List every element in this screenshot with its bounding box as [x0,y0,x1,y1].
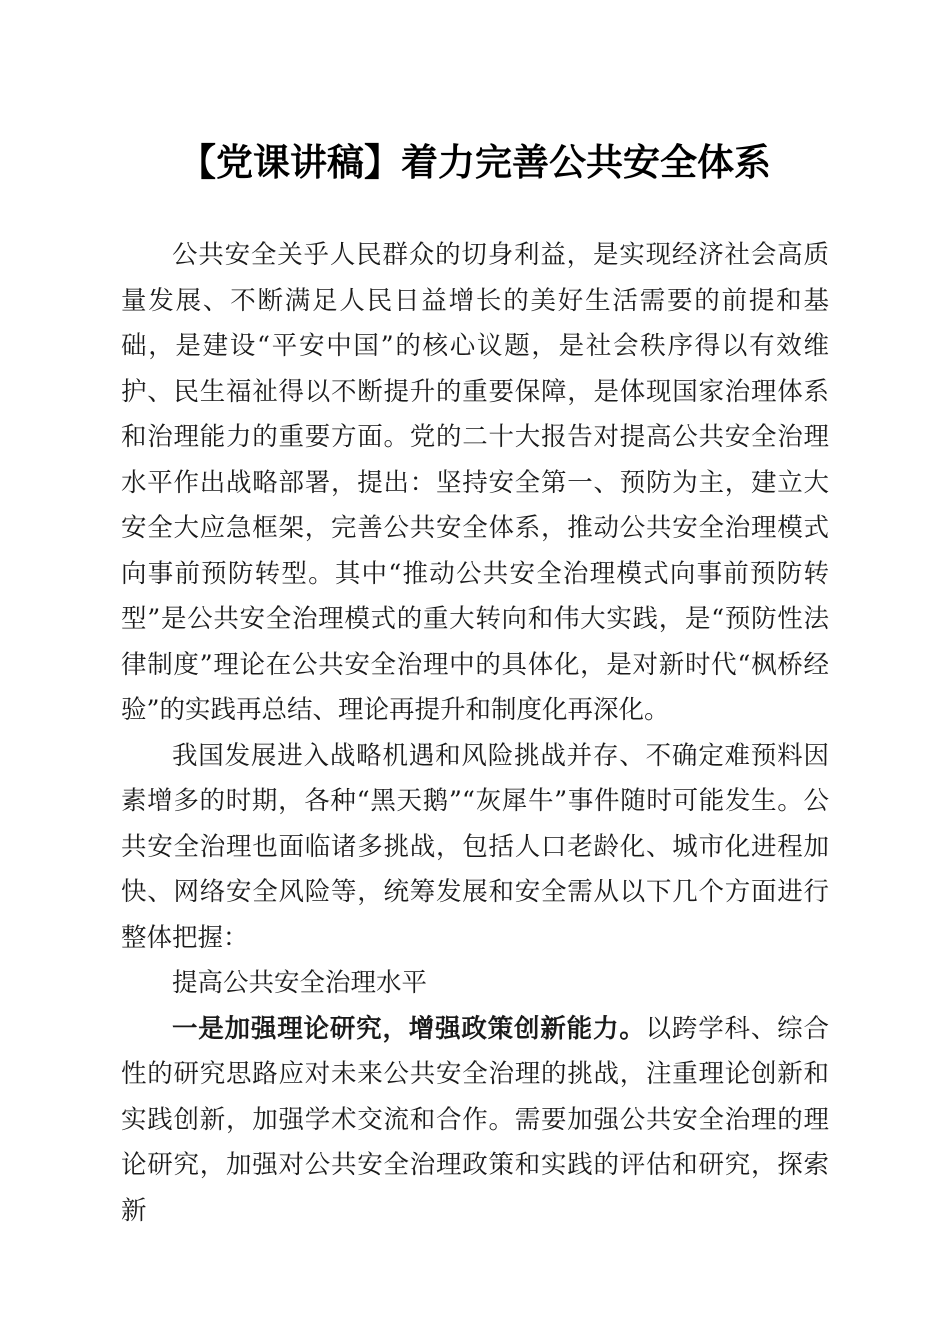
document-body [121,233,829,1234]
paragraph-intro: 公共安全关乎人民群众的切身利益，是实现经济社会高质量发展、不断满足人民日益增长的美好生活需要的前提和基础，是建设“平安中国”的核心议题，是社会秩序得以有效维护、民生福祉得以不断提升的重要保障，是体现国家治理体系和治理能力的重要方面。党的二十大报告对提高公共安全治理水平作出战略部署，提出：坚持安全第一、预防为主，建立大安全大应急框架，完善公共安全体系，推动公共安全治理模式向事前预防转型。其中“推动公共安全治理模式向事前预防转型”是公共安全治理模式的重大转向和伟大实践，是“预防性法律制度”理论在公共安全治理中的具体化，是对新时代“枫桥经验”的实践再总结、理论再提升和制度化再深化。 [121,240,829,725]
point-one-text: 以跨学科、综合性的研究思路应对未来公共安全治理的挑战，注重理论创新和实践创新，加强学术交流和合作。需要加强公共安全治理的理论研究，加强对公共安全治理政策和实践的评估和研究，探索新 [121,1013,829,1226]
section-heading: 提高公共安全治理水平 [172,968,428,998]
point-one-lead: 一是加强理论研究，增强政策创新能力。 [172,1013,646,1044]
document-title: 【党课讲稿】着力完善公共安全体系 [179,140,771,184]
paragraph-challenges: 我国发展进入战略机遇和风险挑战并存、不确定难预料因素增多的时期，各种“黑天鹅”“灰犀牛”事件随时可能发生。公共安全治理也面临诸多挑战，包括人口老龄化、城市化进程加快、网络安全风险等，统筹发展和安全需从以下几个方面进行整体把握： [121,740,829,953]
paragraph-point-one [121,1007,829,1235]
